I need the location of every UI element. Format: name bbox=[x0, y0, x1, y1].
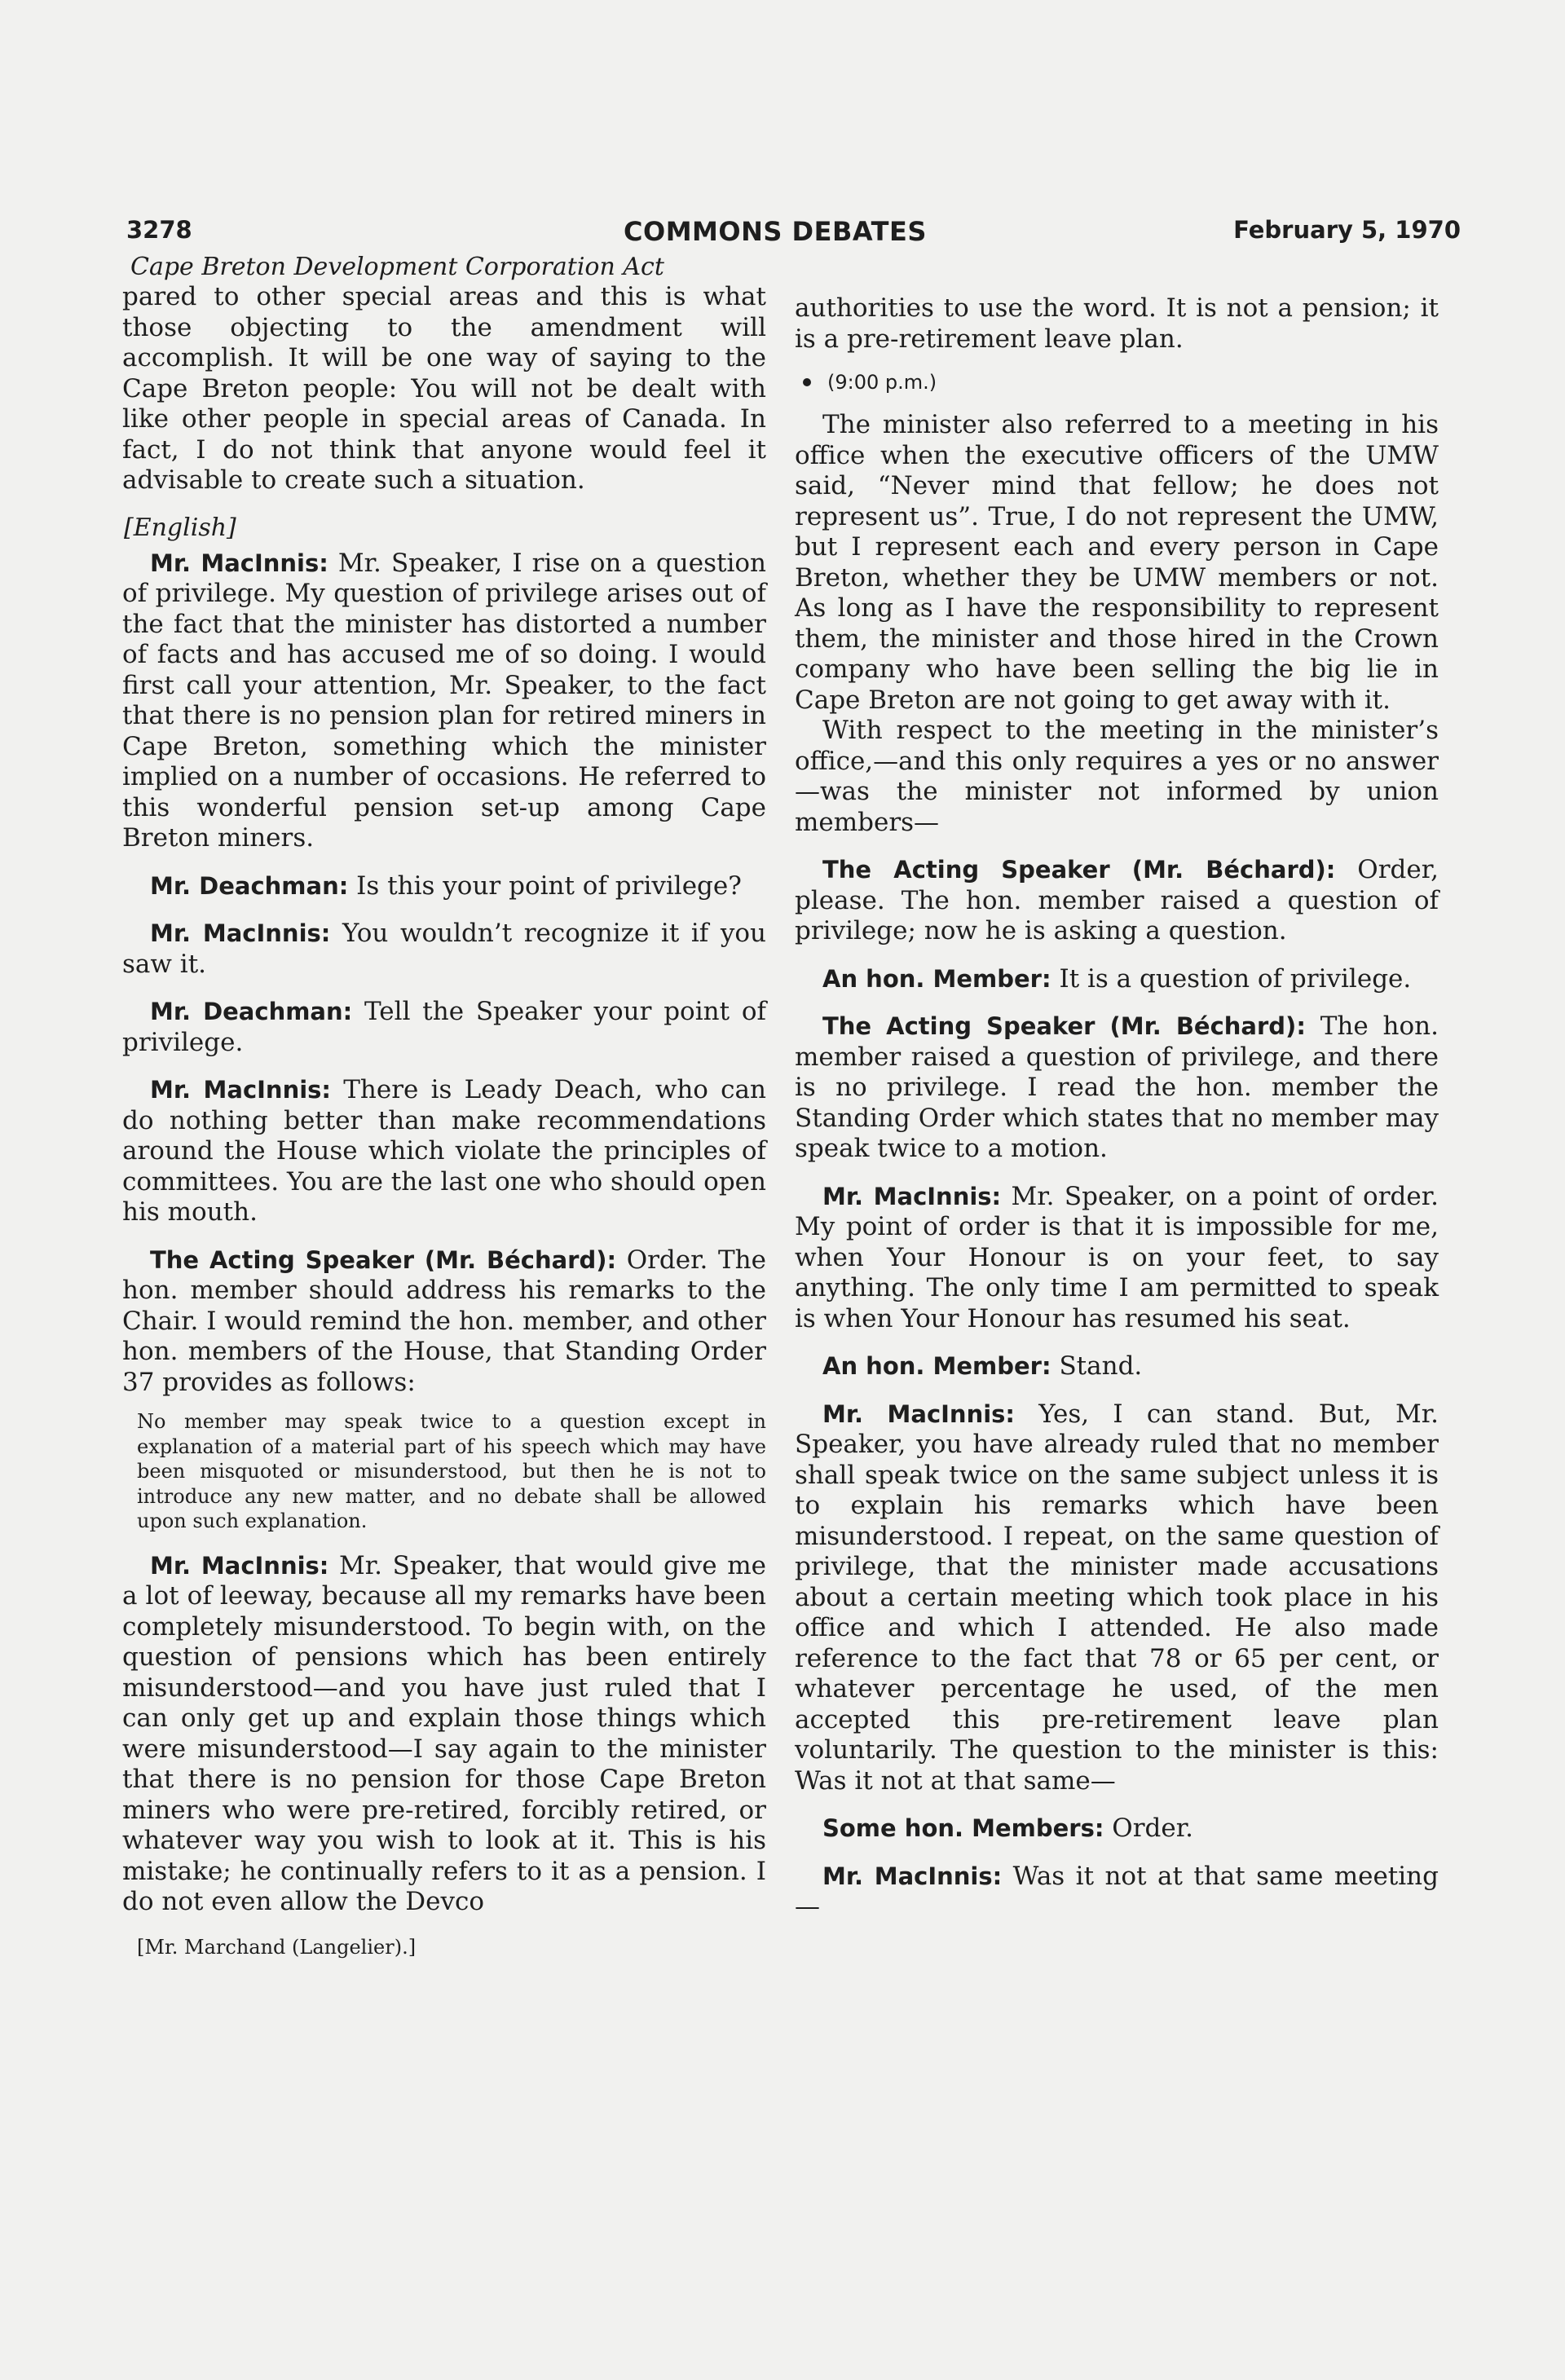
speech-paragraph bbox=[795, 1012, 1439, 1165]
speech-paragraph bbox=[795, 964, 1439, 995]
timestamp-text: (9:00 p.m.) bbox=[827, 371, 937, 394]
speech-text: Order. The hon. member should address his remarks to the Chair. I would remind the hon. member, and other hon. members of the House, that Standing Order 37 provides as follows: bbox=[122, 1245, 766, 1397]
speech-paragraph bbox=[122, 997, 766, 1058]
speech-text: Yes, I can stand. But, Mr. Speaker, you have already ruled that no member shall speak twice on the same subject unless it is to explain his remarks which have been misunderstood. I repeat, on the same question of privilege, that the minister made accusations about a certain meeting which took place in his office and which I attended. He also made reference to the fact that 78 or 65 per cent, or whatever percentage he used, of the men accepted this pre-retirement leave plan voluntarily. The question to the minister is this: Was it not at that same— bbox=[795, 1399, 1439, 1796]
speaker-name: The Acting Speaker (Mr. Béchard): bbox=[150, 1245, 617, 1274]
speaker-name: Mr. MacInnis: bbox=[822, 1399, 1016, 1428]
speech-text: Tell the Speaker your point of privilege. bbox=[122, 997, 766, 1057]
standing-order-quote: No member may speak twice to a question except in explanation of a material part of his speech which may have been misquoted or misunderstood, but then he is not to introduce any new matter, and no debate shall be allowed upon such explanation. bbox=[137, 1410, 766, 1532]
speaker-name: The Acting Speaker (Mr. Béchard): bbox=[822, 1012, 1306, 1040]
speech-text: You wouldn’t recognize it if you saw it. bbox=[122, 919, 766, 979]
speech-text: Order, please. The hon. member raised a question of privilege; now he is asking a question. bbox=[795, 855, 1439, 945]
speaker-name: Mr. MacInnis: bbox=[150, 1076, 332, 1104]
speech-paragraph bbox=[795, 1182, 1439, 1335]
speech-text: The hon. member raised a question of privilege, and there is no privilege. I read the hon. member the Standing Order which states that no member may speak twice to a motion. bbox=[795, 1012, 1439, 1163]
speaker-name: Mr. MacInnis: bbox=[150, 1551, 329, 1580]
speech-text: Order. bbox=[1104, 1814, 1193, 1843]
speech-paragraph bbox=[795, 1399, 1439, 1797]
bullet-icon bbox=[803, 378, 811, 386]
speech-paragraph bbox=[122, 919, 766, 980]
speech-text: There is Leady Deach, who can do nothing better than make recommendations around the House which violate the principles of committees. You are the last one who should open his mouth. bbox=[122, 1075, 766, 1227]
page-date: February 5, 1970 bbox=[1233, 216, 1461, 244]
right-column bbox=[795, 293, 1439, 1923]
publication-title: COMMONS DEBATES bbox=[624, 216, 927, 247]
speech-paragraph bbox=[795, 1814, 1439, 1844]
speaker-name: Mr. MacInnis: bbox=[822, 1862, 1003, 1890]
speaker-name: An hon. Member: bbox=[822, 964, 1051, 993]
timestamp bbox=[795, 371, 1439, 394]
speech-text: Is this your point of privilege? bbox=[348, 870, 742, 901]
running-subhead: Cape Breton Development Corporation Act bbox=[130, 253, 664, 281]
left-column bbox=[122, 253, 766, 1959]
paragraph: pared to other special areas and this is what those objecting to the amendment will accomplish. It will be one way of saying to the Cape Breton people: You will not be dealt with like other people in special areas of Canada. In fact, I do not think that anyone would feel it advisable to create such a situation. bbox=[122, 282, 766, 495]
speaker-name: Mr. Deachman: bbox=[150, 998, 353, 1025]
paragraph: With respect to the meeting in the minister’s office,—and this only requires a yes or no answer—was the minister not informed by union members— bbox=[795, 716, 1439, 837]
speech-text: Mr. Speaker, that would give me a lot of leeway, because all my remarks have been completely misunderstood. To begin with, on the question of pensions which has been entirely misunderstood—and you have just ruled that I can only get up and explain those things which were misunderstood—I say again to the minister that there is no pension for those Cape Breton miners who were pre-retired, forcibly retired, or whatever way you wish to look at it. This is his mistake; he continually refers to it as a pension. I do not even allow the Devco bbox=[122, 1550, 766, 1916]
footer-note: [Mr. Marchand (Langelier).] bbox=[137, 1935, 417, 1959]
speech-text: Stand. bbox=[1051, 1351, 1143, 1381]
speech-paragraph bbox=[122, 1245, 766, 1399]
speech-paragraph bbox=[795, 1351, 1439, 1382]
page-number: 3278 bbox=[126, 216, 192, 244]
paragraph: The minister also referred to a meeting in his office when the executive officers of the UMW said, “Never mind that fellow; he does not represent us”. True, I do not represent the UMW, but I represent each and every person in Cape Breton, whether they be UMW members or not. As long as I have the responsibility to represent them, the minister and those hired in the Crown company who have been selling the big lie in Cape Breton are not going to get away with it. bbox=[795, 410, 1439, 715]
language-marker: [English] bbox=[124, 513, 236, 542]
paragraph: authorities to use the word. It is not a pension; it is a pre-retirement leave plan. bbox=[795, 293, 1439, 354]
page-header bbox=[126, 216, 1461, 252]
speech-text: Mr. Speaker, I rise on a question of privilege. My question of privilege arises out of the fact that the minister has distorted a number of facts and has accused me of so doing. I would first call your attention, Mr. Speaker, to the fact that there is no pension plan for retired miners in Cape Breton, something which the minister implied on a number of occasions. He referred to this wonderful pension set-up among Cape Breton miners. bbox=[122, 548, 766, 853]
speech-text: Mr. Speaker, on a point of order. My point of order is that it is impossible for me, when Your Honour is on your feet, to say anything. The only time I am permitted to speak is when Your Honour has resumed his seat. bbox=[795, 1181, 1439, 1333]
speech-paragraph bbox=[795, 1862, 1439, 1923]
speech-paragraph bbox=[122, 1551, 766, 1918]
speaker-name: Mr. MacInnis: bbox=[150, 549, 328, 577]
speech-text: Was it not at that same meeting— bbox=[795, 1861, 1439, 1921]
speaker-name: Mr. MacInnis: bbox=[822, 1182, 1002, 1210]
speech-text: It is a question of privilege. bbox=[1051, 963, 1412, 994]
speaker-name: Mr. Deachman: bbox=[150, 871, 349, 900]
speech-paragraph bbox=[795, 855, 1439, 947]
speaker-name: Some hon. Members: bbox=[822, 1814, 1104, 1842]
speech-paragraph bbox=[122, 549, 766, 854]
speech-paragraph bbox=[122, 871, 766, 902]
speaker-name: An hon. Member: bbox=[822, 1352, 1051, 1380]
speaker-name: Mr. MacInnis: bbox=[150, 919, 331, 947]
speech-paragraph bbox=[122, 1075, 766, 1228]
speaker-name: The Acting Speaker (Mr. Béchard): bbox=[822, 856, 1336, 884]
